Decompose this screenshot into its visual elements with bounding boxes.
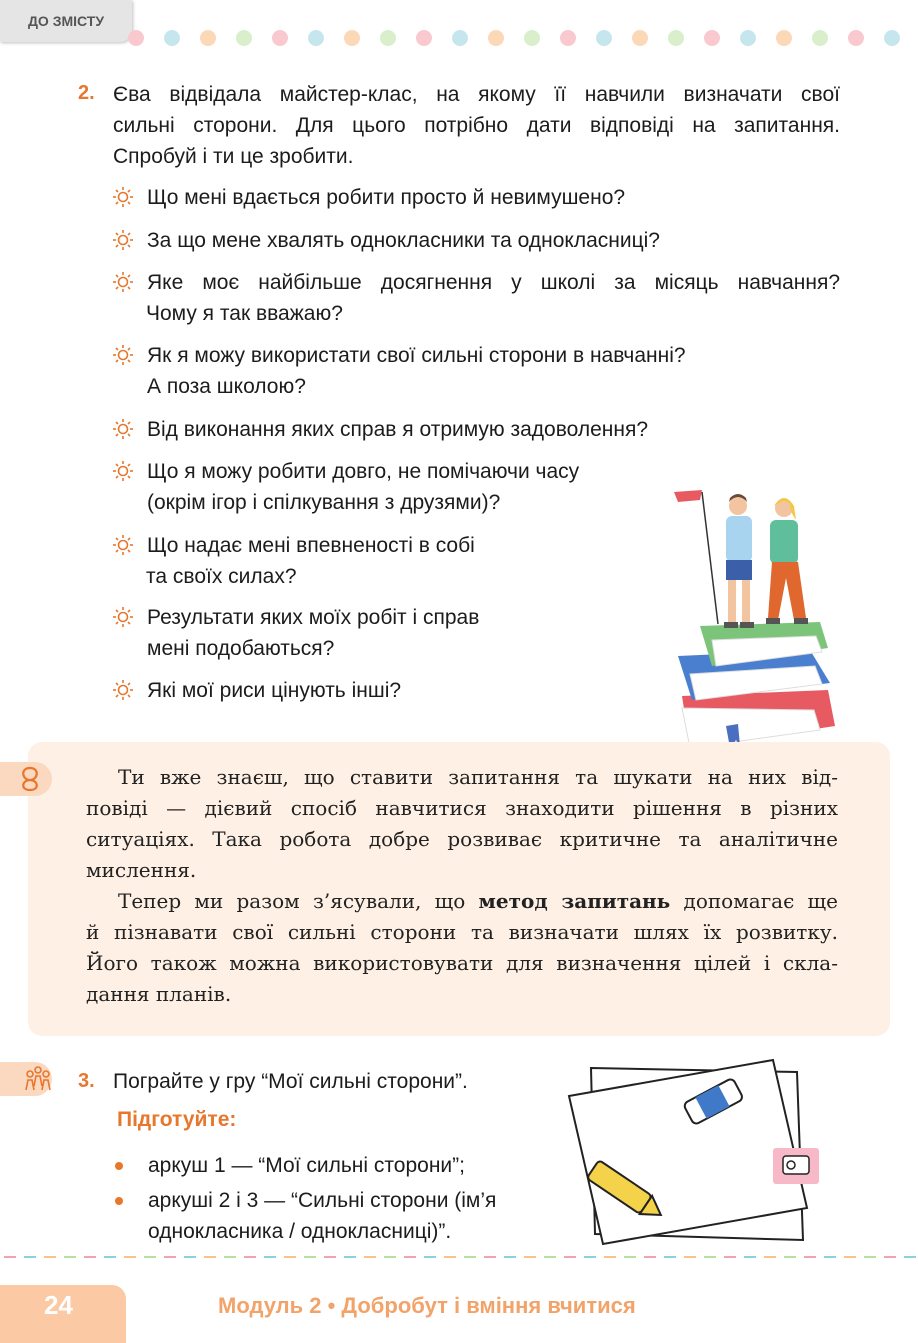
- papers-illustration: [565, 1056, 830, 1252]
- info-line: [86, 886, 838, 917]
- decorative-dot: [740, 30, 756, 46]
- divider-dash: [764, 1256, 776, 1258]
- sun-bullet-icon: [112, 186, 134, 208]
- back-to-contents-button[interactable]: ДО ЗМІСТУ: [0, 0, 132, 42]
- decorative-dot: [812, 30, 828, 46]
- knot-icon: [0, 762, 52, 796]
- decorative-dots: [128, 28, 908, 48]
- divider-dash: [284, 1256, 296, 1258]
- footer-module-title: Модуль 2 • Добробут і вміння вчитися: [218, 1293, 636, 1318]
- book-stack-icon: [678, 622, 835, 748]
- divider-dash: [784, 1256, 796, 1258]
- sun-bullet-icon: [112, 679, 134, 701]
- decorative-dot: [380, 30, 396, 46]
- decorative-dot: [236, 30, 252, 46]
- question-item: [112, 267, 840, 329]
- method-term: метод запитань: [478, 889, 671, 913]
- question-text-cont: та своїх силах?: [146, 565, 297, 588]
- divider-dash: [684, 1256, 696, 1258]
- intro-line: сильні сторони. Для цього потрібно дати відповіді на запитання.: [113, 114, 840, 137]
- divider-dash: [604, 1256, 616, 1258]
- divider-dash: [584, 1256, 596, 1258]
- divider-dash: [324, 1256, 336, 1258]
- question-text: Яке моє найбільше досягнення у школі за місяць навчання?: [147, 271, 840, 294]
- question-text: Що я можу робити довго, не помічаючи часу: [147, 460, 580, 483]
- sun-bullet-icon: [112, 344, 134, 366]
- divider-dash: [464, 1256, 476, 1258]
- info-line: дання планів.: [86, 982, 232, 1006]
- divider-dash: [224, 1256, 236, 1258]
- divider-dash: [304, 1256, 316, 1258]
- prepare-item-line: однокласника / однокласниці)”.: [148, 1220, 452, 1243]
- question-text-cont: А поза школою?: [147, 375, 306, 398]
- divider-dash: [504, 1256, 516, 1258]
- flag-icon: [674, 490, 702, 502]
- divider-dash: [484, 1256, 496, 1258]
- question-item: [112, 414, 840, 445]
- prepare-label: Підготуйте:: [117, 1108, 237, 1131]
- divider-dash: [724, 1256, 736, 1258]
- prepare-item-line: аркуші 2 і 3 — “Сильні сторони (ім’я: [148, 1189, 497, 1212]
- decorative-dot: [884, 30, 900, 46]
- task-3-title: Пограйте у гру “Мої сильні сторони”.: [113, 1070, 468, 1093]
- sun-bullet-icon: [112, 606, 134, 628]
- decorative-dot: [488, 30, 504, 46]
- divider-dash: [824, 1256, 836, 1258]
- divider-dash: [624, 1256, 636, 1258]
- decorative-dot: [128, 30, 144, 46]
- sun-bullet-icon: [112, 418, 134, 440]
- page-number: 24: [44, 1290, 73, 1320]
- decorative-dot: [704, 30, 720, 46]
- divider-dash: [904, 1256, 916, 1258]
- flag-pole: [702, 492, 718, 624]
- decorative-dot: [848, 30, 864, 46]
- question-text: За що мене хвалять однокласники та однокласниці?: [147, 229, 660, 252]
- sun-bullet-icon: [112, 460, 134, 482]
- sun-bullet-icon: [112, 534, 134, 556]
- divider-dash: [864, 1256, 876, 1258]
- divider-dash: [884, 1256, 896, 1258]
- divider-dash: [264, 1256, 276, 1258]
- question-item: [112, 456, 672, 518]
- info-line: мислення.: [86, 858, 197, 882]
- decorative-dot: [596, 30, 612, 46]
- decorative-dot: [272, 30, 288, 46]
- question-text: Що мені вдається робити просто й невимушено?: [147, 186, 626, 209]
- info-line: повіді — дієвий спосіб навчитися знаходити рішення в різних: [86, 796, 838, 820]
- intro-line: Єва відвідала майстер-клас, на якому її навчили визначати свої: [113, 83, 840, 106]
- sharpener-icon: [773, 1148, 819, 1184]
- task-2-intro: [113, 79, 840, 172]
- decorative-dot: [776, 30, 792, 46]
- prepare-item: [148, 1185, 496, 1247]
- divider-dash: [104, 1256, 116, 1258]
- question-text: Що надає мені впевненості в собі: [147, 534, 475, 557]
- decorative-dot: [164, 30, 180, 46]
- info-line: Його також можна використовувати для визначення цілей і скла-: [86, 951, 838, 975]
- divider-dash: [144, 1256, 156, 1258]
- question-text-cont: Чому я так вважаю?: [146, 302, 343, 325]
- question-text: Як я можу використати свої сильні сторони в навчанні?: [147, 344, 686, 367]
- divider-dash: [204, 1256, 216, 1258]
- info-line: Ти вже знаєш, що ставити запитання та шукати на них від-: [118, 765, 838, 789]
- divider-dash: [364, 1256, 376, 1258]
- divider-dash: [244, 1256, 256, 1258]
- divider-dash: [384, 1256, 396, 1258]
- divider-dash: [564, 1256, 576, 1258]
- divider-dash: [164, 1256, 176, 1258]
- boy-figure-icon: [724, 494, 754, 628]
- divider-dash: [644, 1256, 656, 1258]
- question-item: [112, 602, 572, 664]
- decorative-dot: [524, 30, 540, 46]
- divider-dash: [524, 1256, 536, 1258]
- divider-dash: [424, 1256, 436, 1258]
- girl-figure-icon: [766, 498, 808, 624]
- divider-dash: [444, 1256, 456, 1258]
- info-text-segment: Тепер ми разом з’ясували, що: [118, 889, 479, 913]
- task-3-number: 3.: [78, 1070, 95, 1092]
- intro-line: Спробуй і ти це зробити.: [113, 145, 354, 168]
- question-item: [112, 530, 572, 592]
- bullet-icon: [115, 1197, 123, 1205]
- decorative-dot: [560, 30, 576, 46]
- dashed-divider: [0, 1254, 918, 1260]
- decorative-dot: [632, 30, 648, 46]
- question-text-cont: (окрім ігор і спілкування з друзями)?: [147, 491, 501, 514]
- decorative-dot: [344, 30, 360, 46]
- question-text: Результати яких моїх робіт і справ: [147, 606, 480, 629]
- info-text-segment: допомагає ще: [670, 889, 838, 913]
- divider-dash: [4, 1256, 16, 1258]
- question-text-cont: мені подобаються?: [147, 637, 335, 660]
- question-item: [112, 225, 840, 256]
- decorative-dot: [668, 30, 684, 46]
- divider-dash: [344, 1256, 356, 1258]
- decorative-dot: [308, 30, 324, 46]
- divider-dash: [664, 1256, 676, 1258]
- sun-bullet-icon: [112, 271, 134, 293]
- prepare-item: аркуш 1 — “Мої сильні сторони”;: [148, 1154, 465, 1177]
- divider-dash: [844, 1256, 856, 1258]
- info-line: й пізнавати свої сильні сторони та визначати шлях їх розвитку.: [86, 920, 838, 944]
- kids-on-books-illustration: [660, 478, 846, 758]
- divider-dash: [84, 1256, 96, 1258]
- sun-bullet-icon: [112, 229, 134, 251]
- decorative-dot: [452, 30, 468, 46]
- question-item: [112, 675, 572, 706]
- divider-dash: [704, 1256, 716, 1258]
- divider-dash: [124, 1256, 136, 1258]
- divider-dash: [24, 1256, 36, 1258]
- bullet-icon: [115, 1162, 123, 1170]
- question-text: Які мої риси цінують інші?: [147, 679, 402, 702]
- question-item: [112, 182, 840, 213]
- divider-dash: [804, 1256, 816, 1258]
- divider-dash: [44, 1256, 56, 1258]
- divider-dash: [544, 1256, 556, 1258]
- divider-dash: [184, 1256, 196, 1258]
- decorative-dot: [416, 30, 432, 46]
- group-work-icon: [0, 1062, 52, 1096]
- info-line: ситуаціях. Така робота добре розвиває критичне та аналітичне: [86, 827, 838, 851]
- divider-dash: [64, 1256, 76, 1258]
- task-2-number: 2.: [78, 82, 95, 104]
- question-item: [112, 340, 840, 402]
- divider-dash: [744, 1256, 756, 1258]
- question-text: Від виконання яких справ я отримую задоволення?: [147, 418, 649, 441]
- info-text: [86, 762, 838, 1010]
- decorative-dot: [200, 30, 216, 46]
- divider-dash: [404, 1256, 416, 1258]
